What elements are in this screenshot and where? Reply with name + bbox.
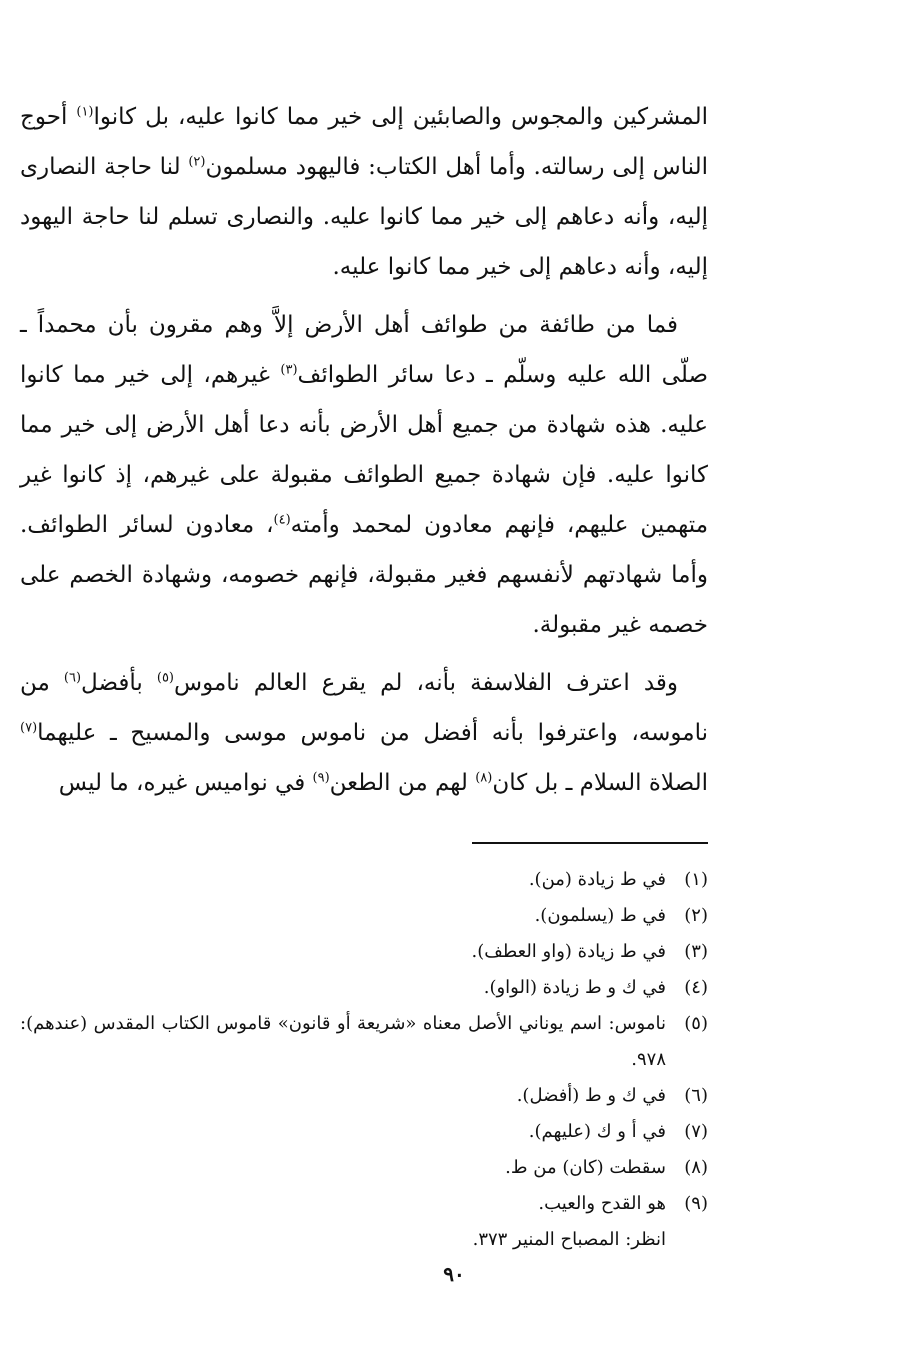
footnote-text-main: في ك و ط (أفضل). [516, 1085, 666, 1106]
footnote-text-main: في ط (يسلمون). [534, 905, 666, 926]
footnote-number: (٣) [684, 941, 708, 962]
page-number: ٩٠ [443, 1262, 465, 1286]
footnote-reference[interactable]: (٤) [273, 512, 291, 528]
footnote-number: (٨) [684, 1157, 708, 1178]
paragraph-text: الصلاة السلام ـ بل كان [492, 770, 708, 796]
footnote-reference[interactable]: (٢) [188, 154, 206, 170]
footnote-reference[interactable]: (٩) [312, 770, 330, 786]
paragraph-text: فما من طائفة من طوائف أهل الأرض إلاَّ وهم مقرون بأن محمداً ـ صلّى الله عليه وسلّم ـ دعا سائر الطوائف [20, 312, 708, 388]
footnote-reference[interactable]: (٥) [156, 670, 174, 686]
paragraph [20, 300, 708, 650]
paragraph-text: لنا حاجة النصارى إليه، وأنه دعاهم إلى خير مما كانوا عليه. والنصارى تسلم لنا حاجة اليهود إليه، وأنه دعاهم إلى خير مما كانوا عليه. [20, 154, 708, 280]
footnote-reference[interactable]: (٧) [20, 720, 38, 736]
footnotes-list [20, 862, 708, 1258]
paragraph-text: في نواميس غيره، ما ليس [58, 770, 313, 796]
footnote [20, 970, 708, 1006]
footnote-text [20, 1186, 666, 1258]
footnote-number: (٧) [684, 1121, 708, 1142]
footnote-reference[interactable]: (٦) [63, 670, 82, 686]
footnote [20, 1006, 708, 1078]
footnote-text-main: سقطت (كان) من ط. [505, 1157, 666, 1178]
page-content [20, 92, 708, 1258]
paragraph-text: من ناموسه، واعترفوا بأنه أفضل من ناموس موسى والمسيح ـ عليهما [20, 670, 708, 746]
footnote-number: (٢) [684, 905, 708, 926]
footnote [20, 934, 708, 970]
footnote-text-extra: انظر: المصباح المنير ٣٧٣. [472, 1229, 666, 1250]
footnote-text [20, 1150, 666, 1186]
paragraph [20, 658, 708, 808]
footnote-reference[interactable]: (٨) [475, 770, 493, 786]
footnote-text-main: هو القدح والعيب. [538, 1193, 666, 1214]
footnote-number: (٤) [684, 977, 708, 998]
paragraph-text: المشركين والمجوس والصابئين إلى خير مما كانوا عليه، بل كانوا [93, 104, 708, 130]
footnote-text [20, 898, 666, 934]
footnote-text [20, 1114, 666, 1150]
footnote-text-main: في ط زيادة (واو العطف). [471, 941, 666, 962]
footnote-text-main: في أ و ك (عليهم). [528, 1121, 666, 1142]
footnote-text [20, 970, 666, 1006]
footnote-separator [472, 842, 708, 844]
footnote-number: (٥) [684, 1013, 708, 1034]
paragraph-text: أحوج الناس إلى رسالته. وأما أهل الكتاب: فاليهود مسلمون [20, 104, 708, 180]
footnote-text [20, 934, 666, 970]
footnote-text-main: في ط زيادة (من). [528, 869, 666, 890]
footnote-number: (٦) [684, 1085, 708, 1106]
paragraph-text: غيرهم، إلى خير مما كانوا عليه. هذه شهادة من جميع أهل الأرض بأنه دعا أهل الأرض إلى خير مما كانوا عليه. فإن شهادة جميع الطوائف مقبولة على غيرهم، إذ كانوا غير متهمين عليهم، فإنهم معادون لمحمد وأمته [20, 362, 709, 538]
footnote-text [20, 862, 666, 898]
footnote-reference[interactable]: (١) [76, 104, 94, 120]
footnote-number: (١) [684, 869, 708, 890]
paragraph-text: بأفضل [81, 670, 157, 696]
paragraph-text: وقد اعترف الفلاسفة بأنه، لم يقرع العالم ناموس [174, 670, 678, 696]
footnote [20, 1078, 708, 1114]
footnote-text [20, 1078, 666, 1114]
footnote-reference[interactable]: (٣) [280, 362, 298, 378]
footnote [20, 1186, 708, 1258]
footnote [20, 1114, 708, 1150]
footnote-text-main: ناموس: اسم يوناني الأصل معناه «شريعة أو قانون» قاموس الكتاب المقدس (عندهم): ٩٧٨. [20, 1013, 666, 1070]
main-text [20, 92, 708, 808]
footnote-number: (٩) [684, 1193, 708, 1214]
paragraph-text: لهم من الطعن [329, 770, 476, 796]
footnote [20, 898, 708, 934]
paragraph [20, 92, 708, 292]
paragraph-text: ، معادون لسائر الطوائف. وأما شهادتهم لأنفسهم فغير مقبولة، فإنهم خصومه، وشهادة الخصم على خصمه غير مقبولة. [20, 512, 708, 638]
footnote [20, 862, 708, 898]
footnote [20, 1150, 708, 1186]
footnote-text-main: في ك و ط زيادة (الواو). [483, 977, 666, 998]
footnote-text [20, 1006, 666, 1078]
